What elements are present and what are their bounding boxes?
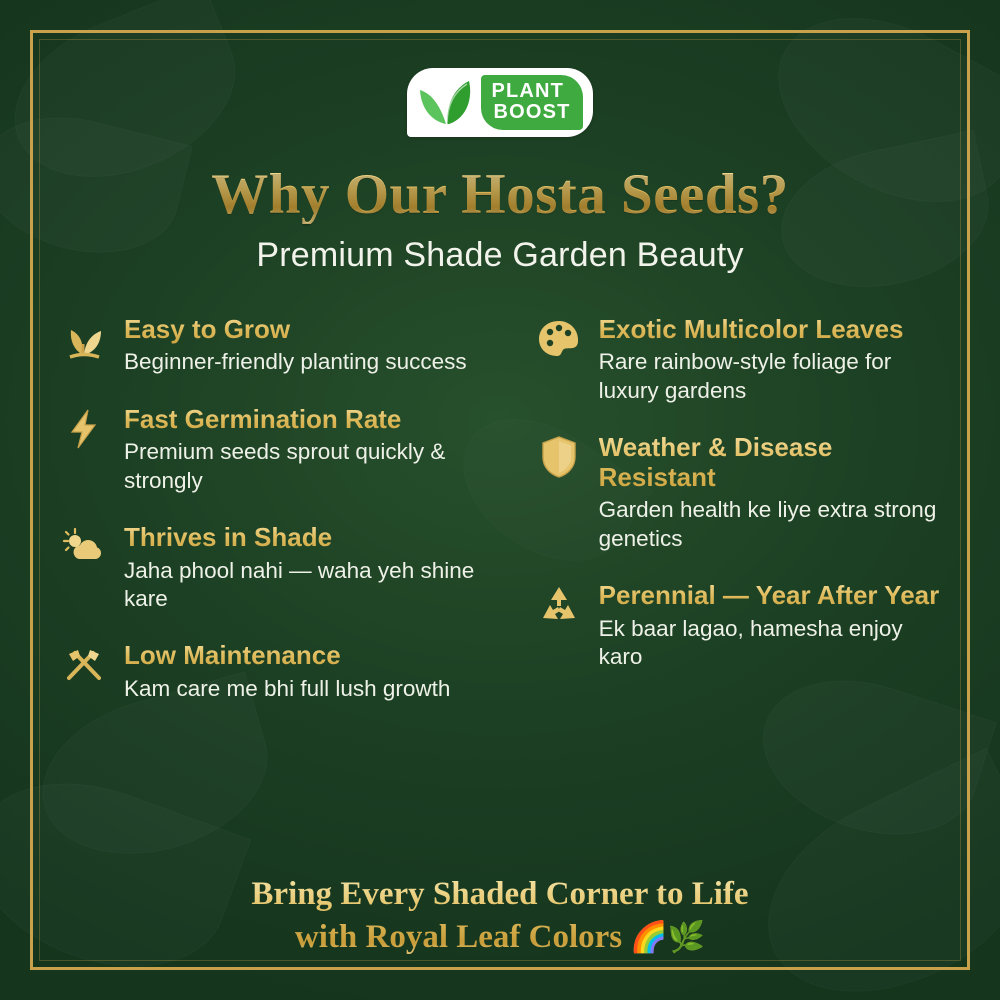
sun-behind-cloud-icon <box>60 523 108 567</box>
feature-item <box>60 315 483 377</box>
feature-title: Exotic Multicolor Leaves <box>599 315 940 345</box>
features-column-left <box>60 315 483 847</box>
feature-desc: Beginner-friendly planting success <box>124 349 467 375</box>
logo-text-line2: BOOST <box>493 100 571 123</box>
logo-text-line1: PLANT <box>491 80 565 102</box>
features-column-right <box>517 315 940 847</box>
feature-item <box>60 405 483 495</box>
footer-tagline <box>251 873 748 960</box>
feature-item <box>535 433 940 553</box>
page-title: Why Our Hosta Seeds? <box>211 162 789 226</box>
feature-title: Perennial — Year After Year <box>598 580 940 611</box>
shield-icon <box>535 433 583 477</box>
page-subtitle: Premium Shade Garden Beauty <box>256 235 744 274</box>
feature-desc: Rare rainbow-style foliage for luxury gardens <box>598 349 892 403</box>
features-grid <box>60 315 940 847</box>
feature-desc: Premium seeds sprout quickly & strongly <box>124 439 446 493</box>
feature-desc: Jaha phool nahi — waha yeh shine kare <box>124 557 475 612</box>
footer-line1: Bring Every Shaded Corner to Life <box>251 875 749 912</box>
seedling-icon <box>60 315 108 359</box>
feature-title: Thrives in Shade <box>124 523 483 553</box>
feature-item <box>60 641 483 703</box>
rainbow-leaf-emoji: 🌈🌿 <box>630 920 706 956</box>
feature-desc: Kam care me bhi full lush growth <box>124 676 451 702</box>
feature-desc: Garden health ke liye extra strong genetics <box>598 497 937 551</box>
feature-title: Weather & Disease Resistant <box>599 433 940 492</box>
brand-logo <box>407 68 592 137</box>
feature-title: Low Maintenance <box>124 641 483 671</box>
feature-title: Fast Germination Rate <box>124 405 483 435</box>
feature-item <box>535 581 940 671</box>
footer-line2: with Royal Leaf Colors <box>294 919 623 956</box>
feature-item <box>535 315 940 405</box>
leaf-icon <box>417 78 475 126</box>
lightning-bolt-icon <box>60 405 108 449</box>
feature-title: Easy to Grow <box>124 315 483 345</box>
recycle-icon <box>535 581 583 625</box>
feature-item <box>60 523 483 613</box>
palette-icon <box>535 315 583 359</box>
feature-desc: Ek baar lagao, hamesha enjoy karo <box>598 615 903 670</box>
logo-wordmark <box>481 75 582 130</box>
logo-badge <box>407 68 592 137</box>
crossed-tools-icon <box>60 641 108 685</box>
